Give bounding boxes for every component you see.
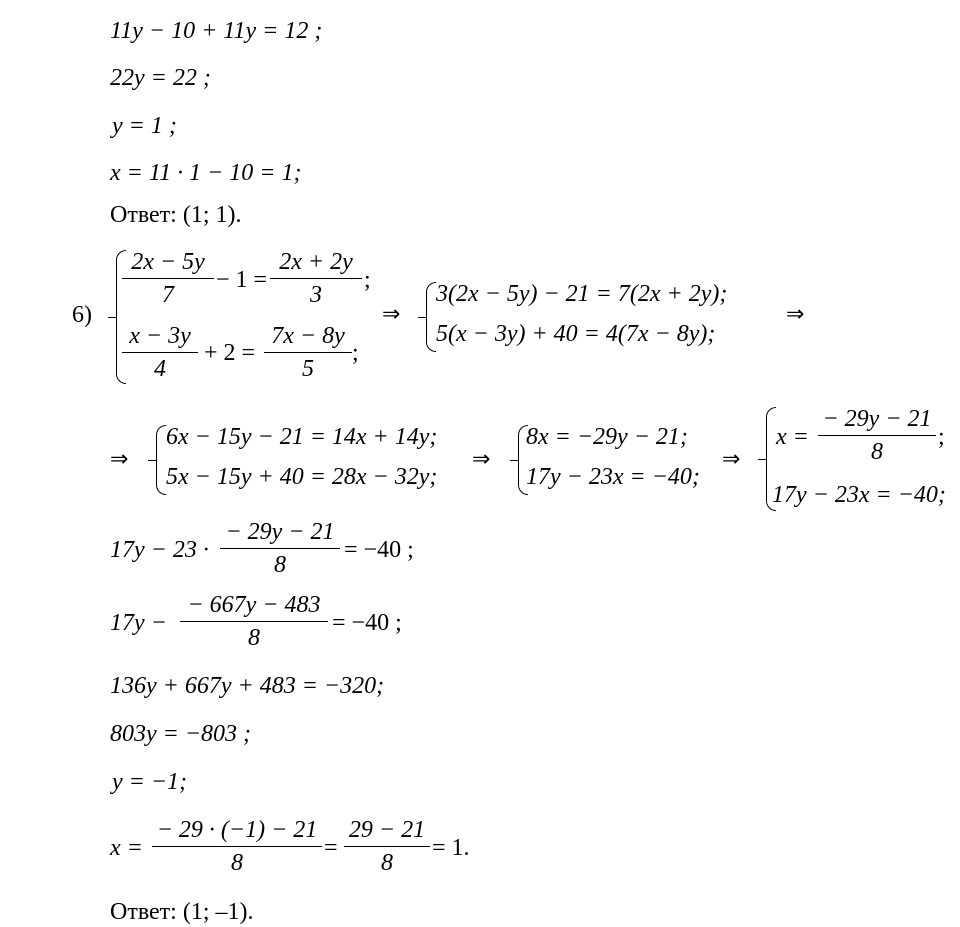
numerator: − 29 · (−1) − 21 <box>156 817 318 843</box>
system-equation: 3(2x − 5y) − 21 = 7(2x + 2y); <box>436 281 728 307</box>
implies-symbol: ⇒ <box>472 447 491 472</box>
fraction-bar <box>122 278 214 279</box>
system-brace-2 <box>426 282 436 352</box>
denominator: 8 <box>381 850 393 876</box>
fraction <box>818 405 936 466</box>
semicolon: ; <box>364 267 371 293</box>
fraction-bar <box>122 352 198 353</box>
equation-line-1: 11y − 10 + 11y = 12 ; <box>110 18 323 44</box>
equation-line: y = −1; <box>112 769 188 795</box>
step-lhs: 17y − <box>110 610 167 636</box>
equation-line: 136y + 667y + 483 = −320; <box>110 673 385 699</box>
problem-label: 6) <box>72 302 92 328</box>
fraction-bar <box>270 278 362 279</box>
implies-symbol: ⇒ <box>786 302 805 327</box>
equation-operator: − 1 = <box>216 267 268 293</box>
step-lhs: x = <box>110 835 143 861</box>
system-equation: 8x = −29y − 21; <box>526 424 688 450</box>
semicolon: ; <box>938 424 945 450</box>
fraction-bar <box>152 846 322 847</box>
numerator: 2x + 2y <box>279 249 353 275</box>
system-brace-3 <box>156 425 166 495</box>
fraction <box>264 322 352 383</box>
system-equation: 17y − 23x = −40; <box>772 482 946 508</box>
numerator: − 29y − 21 <box>225 519 335 545</box>
fraction <box>220 518 340 579</box>
numerator: x − 3y <box>129 323 191 349</box>
equation-line: 803y = −803 ; <box>110 721 252 747</box>
fraction <box>344 816 430 877</box>
fraction-bar <box>220 548 340 549</box>
step-rhs: = −40 ; <box>344 537 414 563</box>
step-lhs: 17y − 23 · <box>110 537 209 563</box>
denominator: 8 <box>274 552 286 578</box>
denominator: 8 <box>231 850 243 876</box>
numerator: 7x − 8y <box>271 323 345 349</box>
system-equation-lhs: x = <box>776 424 809 450</box>
system-equation: 17y − 23x = −40; <box>526 464 700 490</box>
implies-symbol: ⇒ <box>722 447 741 472</box>
fraction-bar <box>264 352 352 353</box>
fraction-bar <box>818 435 936 436</box>
denominator: 3 <box>310 282 322 308</box>
step-rhs: = 1. <box>432 835 470 861</box>
semicolon: ; <box>352 340 359 366</box>
numerator: 29 − 21 <box>348 817 426 843</box>
denominator: 4 <box>154 356 166 382</box>
fraction <box>152 816 322 877</box>
fraction <box>270 248 362 309</box>
fraction-bar <box>344 846 430 847</box>
implies-symbol: ⇒ <box>110 447 129 472</box>
fraction <box>122 248 214 309</box>
denominator: 8 <box>248 625 260 651</box>
numerator: − 29y − 21 <box>822 406 932 432</box>
denominator: 8 <box>871 439 883 465</box>
denominator: 5 <box>302 356 314 382</box>
denominator: 7 <box>162 282 174 308</box>
answer-line-1: Ответ: (1; 1). <box>110 202 242 228</box>
answer-line-2: Ответ: (1; –1). <box>110 899 254 925</box>
equation-line-2: 22y = 22 ; <box>110 65 211 91</box>
system-equation: 5(x − 3y) + 40 = 4(7x − 8y); <box>436 321 716 347</box>
system-equation: 6x − 15y − 21 = 14x + 14y; <box>166 424 438 450</box>
system-equation: 5x − 15y + 40 = 28x − 32y; <box>166 464 438 490</box>
fraction-bar <box>180 621 328 622</box>
equation-line-4: x = 11 · 1 − 10 = 1; <box>110 160 302 186</box>
fraction <box>180 591 328 652</box>
equals-sign: = <box>324 835 338 861</box>
numerator: − 667y − 483 <box>187 592 321 618</box>
step-rhs: = −40 ; <box>332 610 402 636</box>
numerator: 2x − 5y <box>131 249 205 275</box>
fraction <box>122 322 198 383</box>
equation-operator: + 2 = <box>204 340 256 366</box>
implies-symbol: ⇒ <box>382 302 401 327</box>
equation-line-3: y = 1 ; <box>112 113 177 139</box>
